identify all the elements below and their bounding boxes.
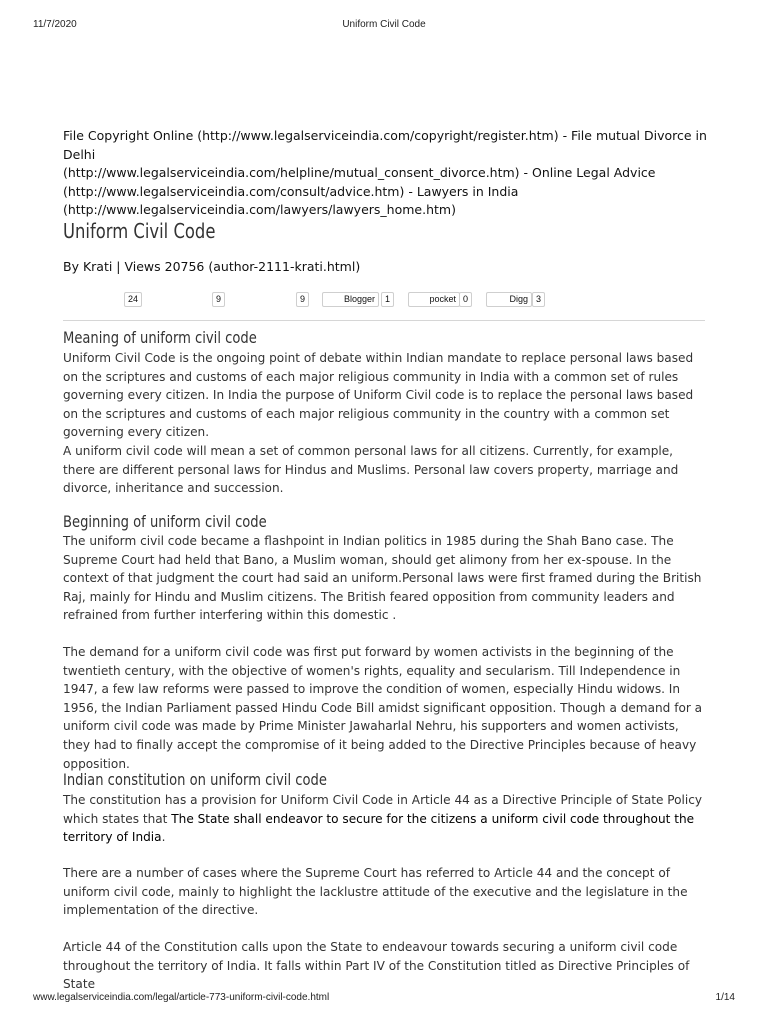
blogger-share-button[interactable]: Blogger xyxy=(322,292,379,307)
digg-share-button[interactable]: Digg xyxy=(486,292,532,307)
paragraph-meaning-2: A uniform civil code will mean a set of common personal laws for all citizens. Currently, for example, there are different personal laws for Hindus and Muslims. Personal law covers property, marriage and divorce, inheritance and succession. xyxy=(63,444,679,496)
blogger-share-count: 1 xyxy=(381,292,394,307)
paragraph-beginning-2: The demand for a uniform civil code was first put forward by women activists in the beginning of the twentieth century, with the objective of women's rights, equality and secularism. Till Independence in 1947, a few law reforms were passed to improve the condition of women, especially Hindu widows. In 1956, the Indian Parliament passed Hindu Code Bill amidst significant opposition. Though a demand for a uniform civil code was made by Prime Minister Jawaharlal Nehru, his supporters and women activists, they had to finally accept the compromise of it being added to the Directive Principles because of heavy opposition. xyxy=(63,645,703,771)
paragraph-constitution-1-start: The constitution has a provision for Uniform Civil Code in Article 44 as a Directive Principle of State Policy which states that xyxy=(63,793,703,826)
pocket-share-button[interactable]: pocket xyxy=(408,292,460,307)
share-bar xyxy=(0,292,768,306)
paragraph-constitution-3: Article 44 of the Constitution calls upon the State to endeavour towards securing a uniform civil code throughout the territory of India. It falls within Part IV of the Constitution titled as Directive Principles of State xyxy=(63,940,690,992)
top-links-line-1[interactable]: File Copyright Online (http://www.legalserviceindia.com/copyright/register.htm) - File mutual Divorce in Delhi xyxy=(63,128,707,162)
top-links-line-3[interactable]: (http://www.legalserviceindia.com/consult/advice.htm) - Lawyers in India xyxy=(63,183,519,199)
digg-share-count: 3 xyxy=(532,292,545,307)
paragraph-beginning-1: The uniform civil code became a flashpoint in Indian politics in 1985 during the Shah Bano case. The Supreme Court had held that Bano, a Muslim woman, should get alimony from her ex-spouse. In the context of that judgment the court had said an uniform.Personal laws were first framed during the British Raj, mainly for Hindu and Muslim citizens. The British feared opposition from community leaders and refrained from further interfering within this domestic . xyxy=(63,534,702,623)
article-44-quote: The State shall endeavor to secure for the citizens a uniform civil code throughout the territory of India xyxy=(63,811,695,845)
print-page-number: 1/14 xyxy=(715,992,735,1003)
section-heading-constitution: Indian constitution on uniform civil code xyxy=(63,770,327,789)
section-heading-meaning: Meaning of uniform civil code xyxy=(63,328,257,347)
article-title: Uniform Civil Code xyxy=(63,219,216,243)
paragraph-constitution-2: There are a number of cases where the Supreme Court has referred to Article 44 and the concept of uniform civil code, mainly to highlight the lacklustre attitude of the executive and the legislature in the implementation of the directive. xyxy=(63,866,688,918)
divider xyxy=(63,320,705,321)
article-byline[interactable]: By Krati | Views 20756 (author-2111-krati.html) xyxy=(63,259,361,274)
section-heading-beginning: Beginning of uniform civil code xyxy=(63,512,267,531)
paragraph-constitution-1-end: . xyxy=(161,830,166,845)
share-count-3[interactable]: 9 xyxy=(296,292,309,307)
top-links xyxy=(63,127,713,220)
paragraph-meaning-1: Uniform Civil Code is the ongoing point of debate within Indian mandate to replace personal laws based on the scriptures and customs of each major religious community in India with a common set of rules governing every citizen. In India the purpose of Uniform Civil code is to replace the personal laws based on the scriptures and customs of each major religious community in the country with a common set governing every citizen. xyxy=(63,351,694,440)
paragraph-constitution-1 xyxy=(63,791,708,847)
print-footer-url: www.legalserviceindia.com/legal/article-773-uniform-civil-code.html xyxy=(33,992,330,1003)
print-header-title: Uniform Civil Code xyxy=(342,19,426,30)
share-count-1[interactable]: 24 xyxy=(124,292,142,307)
share-count-2[interactable]: 9 xyxy=(212,292,225,307)
print-date: 11/7/2020 xyxy=(33,19,77,30)
pocket-share-count: 0 xyxy=(459,292,472,307)
top-links-line-2[interactable]: (http://www.legalserviceindia.com/helpline/mutual_consent_divorce.htm) - Online Legal Advice xyxy=(63,165,656,180)
top-links-line-4[interactable]: (http://www.legalserviceindia.com/lawyers/lawyers_home.htm) xyxy=(63,202,456,217)
